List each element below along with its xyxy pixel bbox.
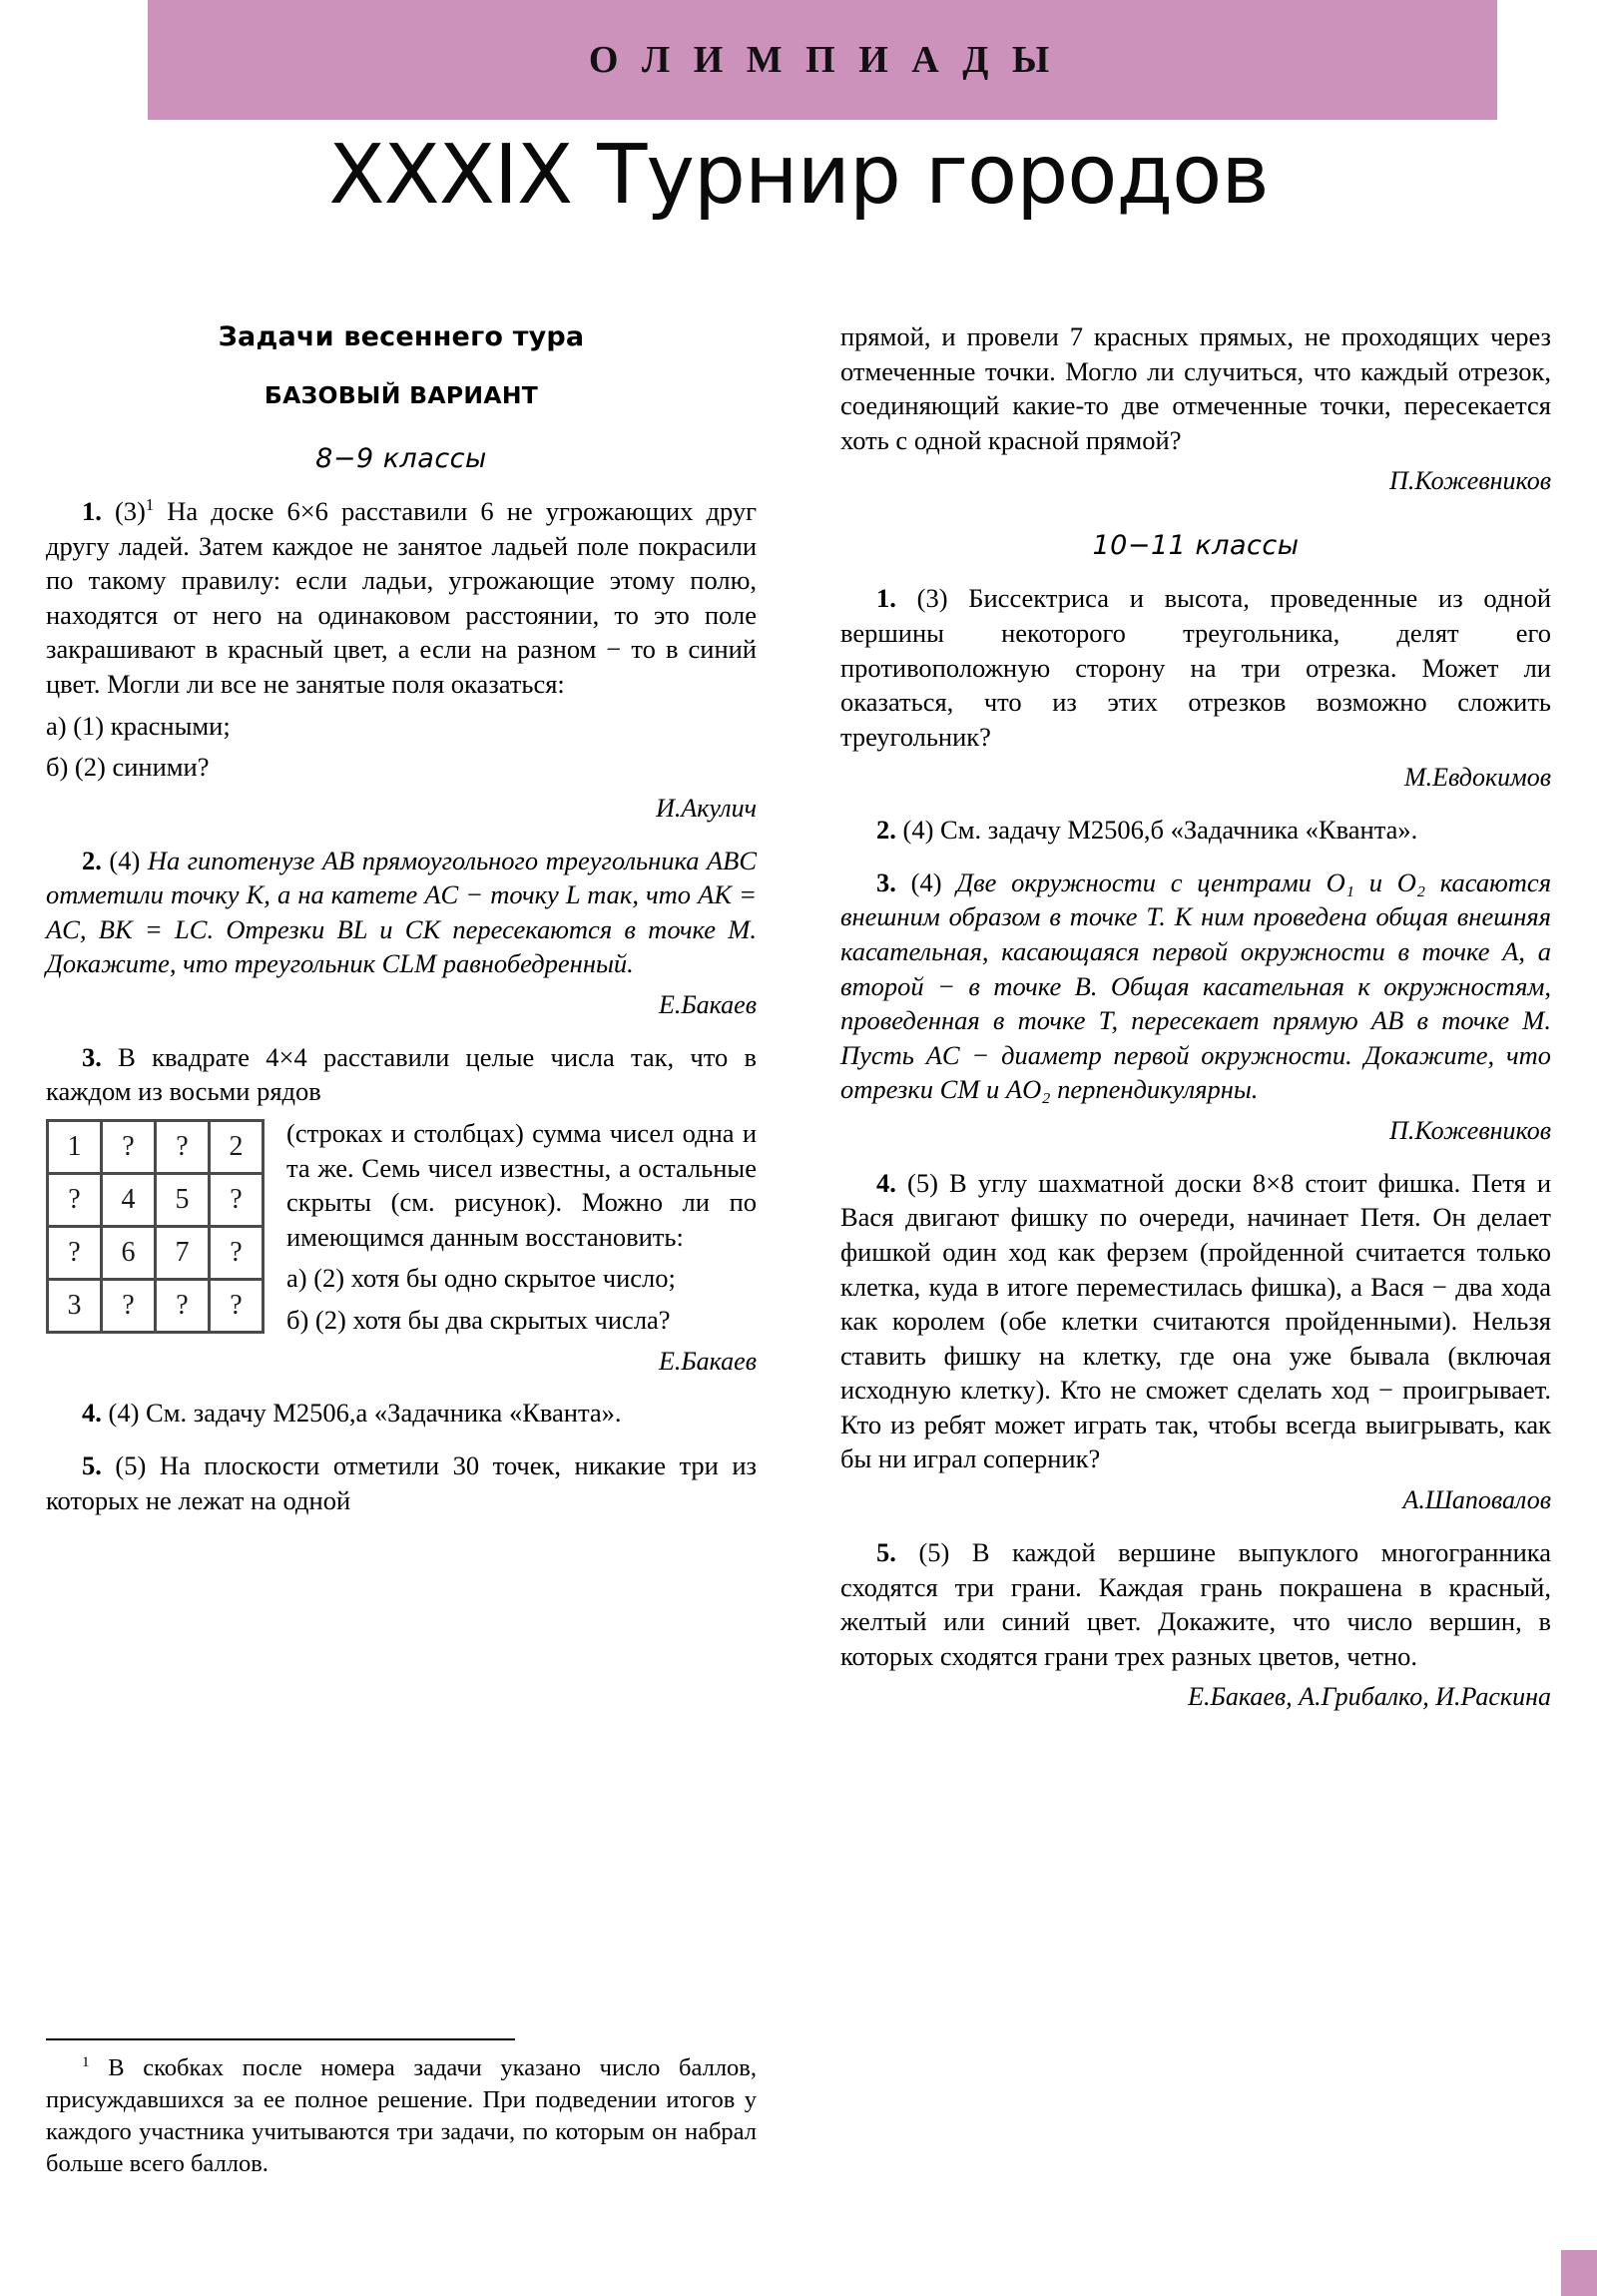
problem-number: 3. — [82, 1041, 102, 1072]
table-row — [48, 1227, 264, 1280]
problem-points: (5) — [115, 1450, 147, 1481]
footnote-marker: 1 — [145, 495, 155, 515]
problem-number: 3. — [876, 866, 896, 897]
problem-2 — [840, 813, 1551, 848]
left-column — [46, 319, 757, 1517]
table-row — [48, 1280, 264, 1333]
problem-3-item-b: б) (2) хотя бы два скрытых числа? — [286, 1304, 671, 1335]
problem-3-text-beside-figure: (строках и столбцах) сумма чисел одна и та же. Семь чисел известны, а остальные скрыты (см. рисунок). Можно ли по имеющимся данным восстановить: — [286, 1118, 757, 1252]
problem-1-author: М.Евдокимов — [1403, 763, 1551, 793]
problem-number: 1. — [82, 496, 102, 527]
problem-4-author: А.Шаповалов — [1402, 1485, 1551, 1515]
problem-3-author: Е.Бакаев — [658, 1346, 757, 1376]
banner-label: О Л И М П И А Д Ы — [588, 39, 1057, 81]
problem-5-author: Е.Бакаев, А.Грибалко, И.Раскина — [1188, 1682, 1551, 1712]
problem-number: 5. — [876, 1536, 896, 1567]
problem-1 — [46, 494, 757, 701]
problem-1-item-a: а) (1) красными; — [46, 710, 231, 741]
grade-heading-10-11: 10−11 классы — [1092, 530, 1300, 562]
problem-text: Биссектриса и высота, проведенные из одной вершины некоторого треугольника, делят его противоположную сторону на три отрезка. Может ли оказаться, что из этих отрезков возможно сложить треугольник? — [840, 583, 1552, 752]
grid-cell: ? — [102, 1280, 156, 1333]
grid-cell: ? — [156, 1280, 210, 1333]
masthead-banner — [148, 0, 1497, 120]
grid-cell: ? — [210, 1227, 264, 1280]
problem-points: (4) — [109, 845, 141, 875]
problem-text: На гипотенузе AB прямоугольного треугольника ABC отметили точку K, а на катете AC − точку L так, что AK = AC, BK = LC. Отрезки BL и CK пересекаются в точке M. Докажите, что треугольник CLM равнобедренный. — [46, 845, 758, 979]
problem-number: 1. — [876, 583, 896, 614]
problem-1-item-b: б) (2) синими? — [46, 752, 210, 783]
problem-text: В углу шахматной доски 8×8 стоит фишка. Петя и Вася двигают фишку по очереди, начинает Петя. Он делает фишкой один ход как ферзем (пройденной считается только клетка, куда в итоге переместилась фишка), а Вася − два хода как королем (обе клетки считаются пройденными). Нельзя ставить фишку на клетку, где она уже бывала (включая исходную клетку). Кто не сможет сделать ход − проигрывает. Кто из ребят может играть так, чтобы всегда выигрывать, как бы ни играл соперник? — [840, 1167, 1551, 1474]
problem-text: На доске 6×6 расставили 6 не угрожающих друг другу ладей. Затем каждое не занятое ладьей поле покрасили по такому правилу: если ладьи, угрожающие этому полю, находятся от него на одинаковом расстоянии, то это поле закрашивают в красный цвет, а если на разном − то в синий цвет. Могли ли все не занятые поля оказаться: — [46, 496, 758, 700]
problem-text: См. задачу М2506,а «Задачника «Кванта». — [146, 1398, 622, 1429]
grid-cell: 7 — [156, 1227, 210, 1280]
problem-1-author: И.Акулич — [656, 793, 757, 823]
problem-number: 4. — [82, 1398, 102, 1429]
problem-number: 2. — [82, 845, 102, 875]
problem-number: 4. — [876, 1167, 896, 1198]
figure-4x4-grid — [46, 1119, 265, 1334]
problem-5-author: П.Кожевников — [1389, 466, 1551, 496]
problem-points: (4) — [910, 866, 942, 897]
grid-cell: ? — [48, 1227, 102, 1280]
problem-text-before-figure: В квадрате 4×4 расставили целые числа так, что в каждом из восьми рядов — [46, 1041, 758, 1107]
problem-5 — [46, 1448, 757, 1517]
grid-cell: ? — [210, 1280, 264, 1333]
grid-cell: 3 — [48, 1280, 102, 1333]
problem-text: В каждой вершине выпуклого многогранника сходятся три грани. Каждая грань покрашена в красный, желтый или синий цвет. Докажите, что число вершин, в которых сходятся грани трех разных цветов, четно. — [840, 1536, 1552, 1671]
problem-points: (4) — [108, 1398, 140, 1429]
grid-cell: ? — [156, 1121, 210, 1174]
grade-heading-8-9: 8−9 классы — [315, 442, 487, 474]
problem-number: 2. — [876, 815, 896, 846]
problem-3 — [840, 865, 1551, 1107]
footnote-divider — [46, 2038, 515, 2040]
problem-3 — [46, 1040, 757, 1109]
grid-cell: 2 — [210, 1121, 264, 1174]
problem-text: См. задачу М2506,б «Задачника «Кванта». — [940, 815, 1418, 846]
problem-points: (3) — [916, 583, 948, 614]
footnote-marker: 1 — [82, 2052, 90, 2070]
grid-cell: 4 — [102, 1174, 156, 1227]
grid-cell: ? — [210, 1174, 264, 1227]
problem-1 — [840, 581, 1551, 754]
table-row — [48, 1121, 264, 1174]
section-title: Задачи весеннего тура — [218, 321, 585, 352]
problem-5 — [840, 1535, 1551, 1673]
page-title: XXXIX Турнир городов — [328, 128, 1269, 223]
problem-points: (5) — [918, 1536, 950, 1567]
table-row — [48, 1174, 264, 1227]
problem-4 — [46, 1396, 757, 1431]
problem-4 — [840, 1166, 1551, 1476]
number-grid — [46, 1119, 265, 1334]
grid-cell: ? — [48, 1174, 102, 1227]
problem-text: Две окружности с центрами O₁ и O₂ касаются внешним образом в точке T. К ним проведена общая внешняя касательная, касающаяся первой окружности в точке A, а второй − в точке B. Общая касательная к окружностям, проведенная в точке T, пересекает прямую AB в точке M. Пусть AC − диаметр первой окружности. Докажите, что отрезки CM и AO₂ перпендикулярны. — [840, 866, 1552, 1105]
footnote-text: $^1$ В скобках после номера задачи указано число баллов, присуждавшихся за ее полное решение. При подведении итогов у каждого участника учитываются три задачи, по которым он набрал больше всего баллов. — [46, 2052, 757, 2177]
problem-number: 5. — [82, 1450, 102, 1481]
problem-5-continuation: прямой, и провели 7 красных прямых, не проходящих через отмеченные точки. Могло ли случиться, что каждый отрезок, соединяющий какие-то две отмеченные точки, пересекается хоть с одной красной прямой? — [840, 321, 1551, 455]
problem-3-item-a: а) (2) хотя бы одно скрытое число; — [286, 1263, 676, 1294]
variant-title: БАЗОВЫЙ ВАРИАНТ — [264, 381, 539, 410]
problem-points: (3) — [114, 496, 146, 527]
problem-3-author: П.Кожевников — [1389, 1115, 1551, 1145]
grid-cell: 5 — [156, 1174, 210, 1227]
problem-text: На плоскости отметили 30 точек, никакие три из которых не лежат на одной — [46, 1450, 758, 1515]
problem-points: (4) — [902, 815, 934, 846]
grid-cell: 6 — [102, 1227, 156, 1280]
grid-cell: ? — [102, 1121, 156, 1174]
problem-2 — [46, 844, 757, 981]
problem-2-author: Е.Бакаев — [658, 989, 757, 1019]
footnote-block — [46, 2038, 757, 2179]
page-corner-mark — [1561, 2250, 1597, 2296]
right-column — [840, 319, 1551, 1714]
problem-points: (5) — [907, 1167, 938, 1198]
grid-cell: 1 — [48, 1121, 102, 1174]
